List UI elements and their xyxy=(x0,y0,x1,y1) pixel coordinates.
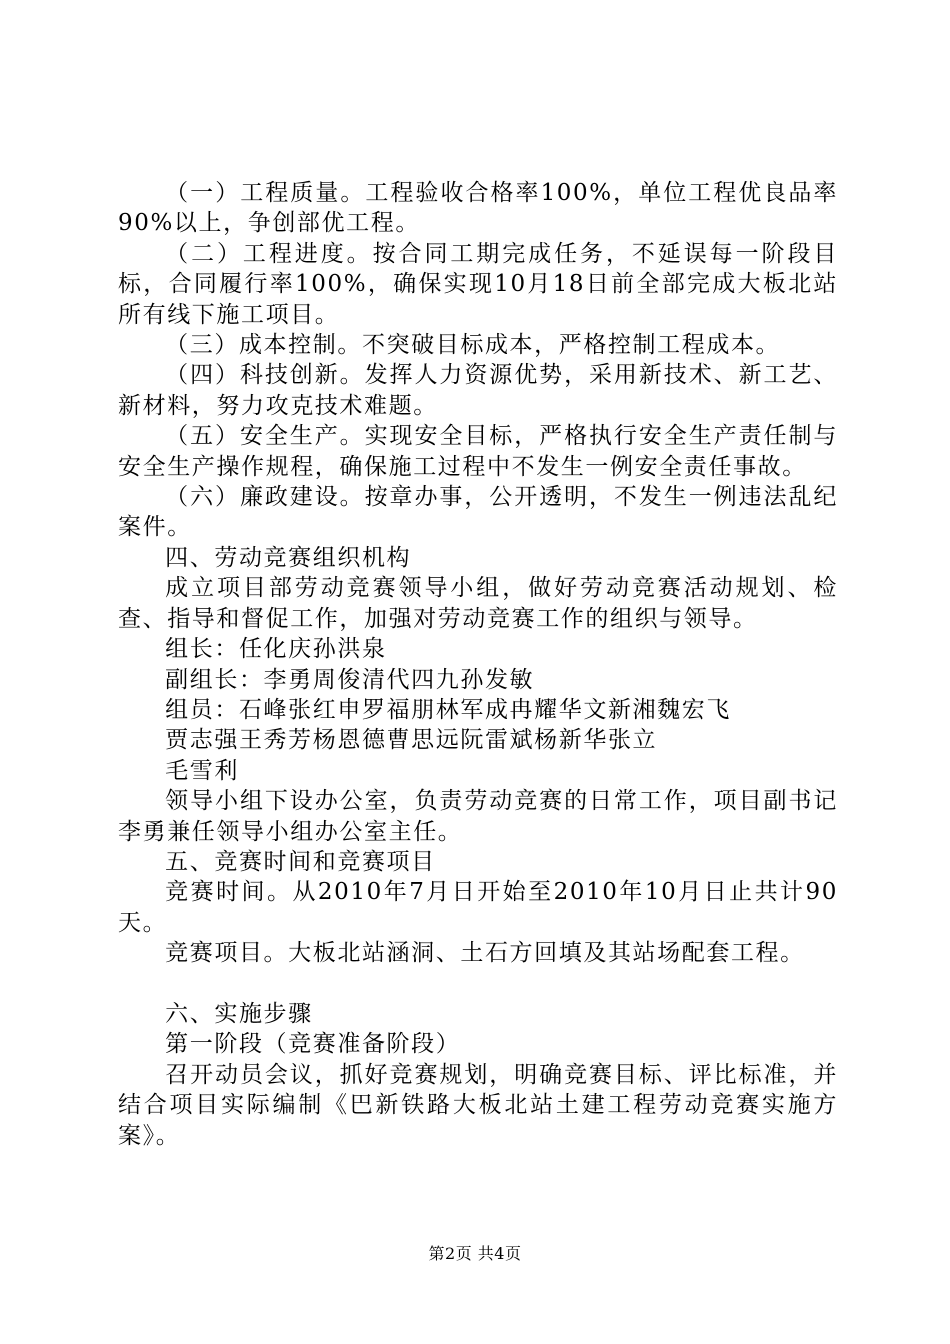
paragraph-competition-items: 竞赛项目。大板北站涵洞、土石方回填及其站场配套工程。 xyxy=(165,940,805,967)
paragraph-goal-schedule: （二）工程进度。按合同工期完成任务，不延误每一阶段目标，合同履行率100%，确保实现10月18日前全部完成大板北站所有线下施工项目。 xyxy=(118,240,838,328)
paragraph-office: 领导小组下设办公室，负责劳动竞赛的日常工作，项目副书记李勇兼任领导小组办公室主任。 xyxy=(118,788,838,845)
paragraph-goal-innovation: （四）科技创新。发挥人力资源优势，采用新技术、新工艺、新材料，努力攻克技术难题。 xyxy=(118,362,838,419)
paragraph-members-continued: 贾志强王秀芳杨恩德曹思远阮雷斌杨新华张立 xyxy=(165,727,658,754)
paragraph-organization: 成立项目部劳动竞赛领导小组，做好劳动竞赛活动规划、检查、指导和督促工作，加强对劳动竞赛工作的组织与领导。 xyxy=(118,575,838,632)
document-body xyxy=(118,178,838,1151)
paragraph-stage-one: 第一阶段（竞赛准备阶段） xyxy=(165,1031,461,1058)
paragraph-stage-one-detail: 召开动员会议，抓好竞赛规划，明确竞赛目标、评比标准，并结合项目实际编制《巴新铁路大板北站土建工程劳动竞赛实施方案》。 xyxy=(118,1061,838,1149)
section-heading-time-and-items: 五、竞赛时间和竞赛项目 xyxy=(165,848,436,875)
paragraph-goal-quality: （一）工程质量。工程验收合格率100%，单位工程优良品率90%以上，争创部优工程。 xyxy=(118,180,838,237)
paragraph-team-leader: 组长：任化庆孙洪泉 xyxy=(165,636,387,663)
paragraph-deputy-leader: 副组长：李勇周俊清代四九孙发敏 xyxy=(165,666,535,693)
paragraph-goal-safety: （五）安全生产。实现安全目标，严格执行安全生产责任制与安全生产操作规程，确保施工过程中不发生一例安全责任事故。 xyxy=(118,423,838,480)
paragraph-goal-integrity: （六）廉政建设。按章办事，公开透明，不发生一例违法乱纪案件。 xyxy=(118,484,838,541)
paragraph-competition-time: 竞赛时间。从2010年7月日开始至2010年10月日止共计90天。 xyxy=(118,879,838,936)
section-heading-organization: 四、劳动竞赛组织机构 xyxy=(165,544,412,571)
blank-line xyxy=(118,969,838,999)
paragraph-members: 组员：石峰张红申罗福朋林军成冉耀华文新湘魏宏飞 xyxy=(165,696,731,723)
paragraph-members-last: 毛雪利 xyxy=(165,757,239,784)
paragraph-goal-cost: （三）成本控制。不突破目标成本，严格控制工程成本。 xyxy=(165,332,781,359)
page-number-footer: 第2页 共4页 xyxy=(428,1244,522,1263)
section-heading-steps: 六、实施步骤 xyxy=(165,1000,313,1027)
